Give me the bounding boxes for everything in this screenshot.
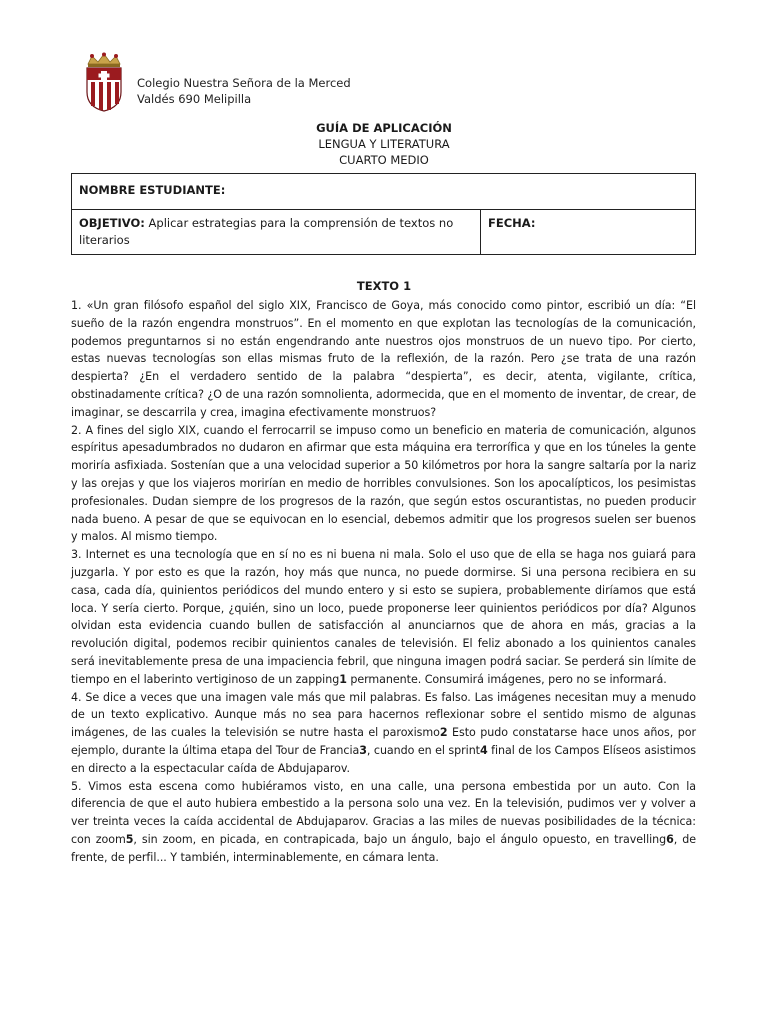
date-cell[interactable]	[481, 210, 696, 255]
footnote-ref-4: 4	[479, 743, 488, 757]
paragraph-4-part-b: Esto pudo constatarse hace unos años, por ejemplo, durante la última etapa del Tour de Francia	[71, 726, 696, 757]
document-title	[0, 120, 768, 168]
footnote-ref-5: 5	[125, 832, 134, 846]
footnote-ref-6: 6	[666, 832, 674, 846]
objective-label: OBJETIVO:	[79, 216, 145, 230]
school-crest-icon	[80, 52, 128, 112]
title-level: CUARTO MEDIO	[339, 153, 429, 167]
paragraph-3-part-a: 3. Internet es una tecnología que en sí no es ni buena ni mala. Solo el uso que de ella se haga nos guiará para juzgarla. Y por esto es que la razón, hoy más que nunca, no puede dormirse. Si una persona recibiera en su casa, cada día, quinientos periódicos del mundo entero y si esto se supiera, probablemente diríamos que está loca. Y sería cierto. Porque, ¿quién, sino un loco, puede proponerse leer quinientos periódicos por día? Algunos olvidan esta evidencia cuando bullen de satisfacción al anunciarnos que de ahora en más, gracias a la revolución digital, podemos recibir quinientos canales de televisión. El feliz abonado a los quinientos canales será inevitablemente presa de una impaciencia febril, que ninguna imagen podrá saciar. Se perderá sin límite de tiempo en el laberinto vertiginoso de un zapping	[71, 548, 696, 686]
objective-text: Aplicar estrategias para la comprensión de textos no literarios	[79, 216, 454, 247]
paragraph-5-part-a: 5. Vimos esta escena como hubiéramos visto, en una calle, una persona embestida por un auto. Con la diferencia de que el auto hubiera embestido a la persona solo una vez. En la televisión, pudimos ver y volver a ver treinta veces la caída accidental de Abdujaparov. Gracias a las miles de nuevas posibilidades de la técnica: con zoom	[71, 779, 696, 846]
title-main: GUÍA DE APLICACIÓN	[316, 121, 452, 135]
text-title: TEXTO 1	[356, 279, 412, 293]
school-header	[137, 75, 351, 107]
title-subject: LENGUA Y LITERATURA	[318, 137, 450, 151]
paragraph-5	[71, 778, 696, 867]
paragraph-4	[71, 689, 696, 778]
date-label: FECHA:	[488, 216, 536, 230]
paragraph-2: 2. A fines del siglo XIX, cuando el ferrocarril se impuso como un beneficio en materia de comunicación, algunos espíritus apesadumbrados no dudaron en afirmar que esta máquina era terrorífica y que en los túneles la gente moriría asfixiada. Sostenían que a una velocidad superior a 50 kilómetros por hora la sangre saltaría por la nariz y las orejas y que los viajeros morirían en medio de horribles convulsiones. Son los apocalípticos, los pesimistas profesionales. Dudan siempre de los progresos de la razón, que según estos oscurantistas, no pueden producir nada bueno. A pesar de que se equivocan en lo esencial, debemos admitir que los progresos suelen ser buenos y malos. Al mismo tiempo.	[71, 423, 696, 544]
paragraph-4-part-d: final de los Campos Elíseos asistimos en directo a la espectacular caída de Abdujaparov.	[71, 743, 696, 775]
footnote-ref-3: 3	[359, 743, 367, 757]
student-name-label: NOMBRE ESTUDIANTE:	[79, 183, 226, 197]
footnote-ref-2: 2	[439, 726, 448, 740]
school-address: Valdés 690 Melipilla	[137, 92, 252, 106]
paragraph-5-part-b: , sin zoom, en picada, en contrapicada, bajo un ángulo, bajo el ángulo opuesto, en travelling	[133, 832, 667, 846]
footnote-ref-1: 1	[339, 672, 347, 686]
reading-text	[71, 297, 696, 867]
paragraph-4-part-c: , cuando en el sprint	[366, 743, 480, 757]
paragraph-4-part-a: 4. Se dice a veces que una imagen vale más que mil palabras. Es falso. Las imágenes necesitan muy a menudo de un texto explicativo. Aunque más no sea para hacernos reflexionar sobre el sentido mismo de algunas imágenes, de las cuales la televisión se nutre hasta el paroxismo	[71, 690, 696, 740]
objective-cell	[72, 210, 481, 255]
paragraph-5-part-c: , de frente, de perfil... Y también, interminablemente, en cámara lenta.	[71, 832, 696, 864]
paragraph-1: 1. «Un gran filósofo español del siglo XIX, Francisco de Goya, más conocido como pintor, escribió un día: “El sueño de la razón engendra monstruos”. En el momento en que explotan las tecnologías de la comunicación, podemos preguntarnos si no están engendrando ante nuestros ojos monstruos de un nuevo tipo. Por cierto, estas nuevas tecnologías son ellas mismas fruto de la reflexión, de la razón. Pero ¿se trata de una razón despierta? ¿En el verdadero sentido de la palabra “despierta”, es decir, atenta, vigilante, crítica, obstinadamente crítica? ¿O de una razón somnolienta, adormecida, que en el momento de inventar, de crear, de imaginar, se descarrila y crea, imagina efectivamente monstruos?	[71, 299, 696, 419]
paragraph-3	[71, 546, 696, 688]
student-info-table	[71, 173, 696, 255]
paragraph-3-part-b: permanente. Consumirá imágenes, pero no se informará.	[346, 672, 667, 686]
school-name: Colegio Nuestra Señora de la Merced	[137, 76, 351, 90]
student-name-cell[interactable]	[72, 174, 696, 210]
